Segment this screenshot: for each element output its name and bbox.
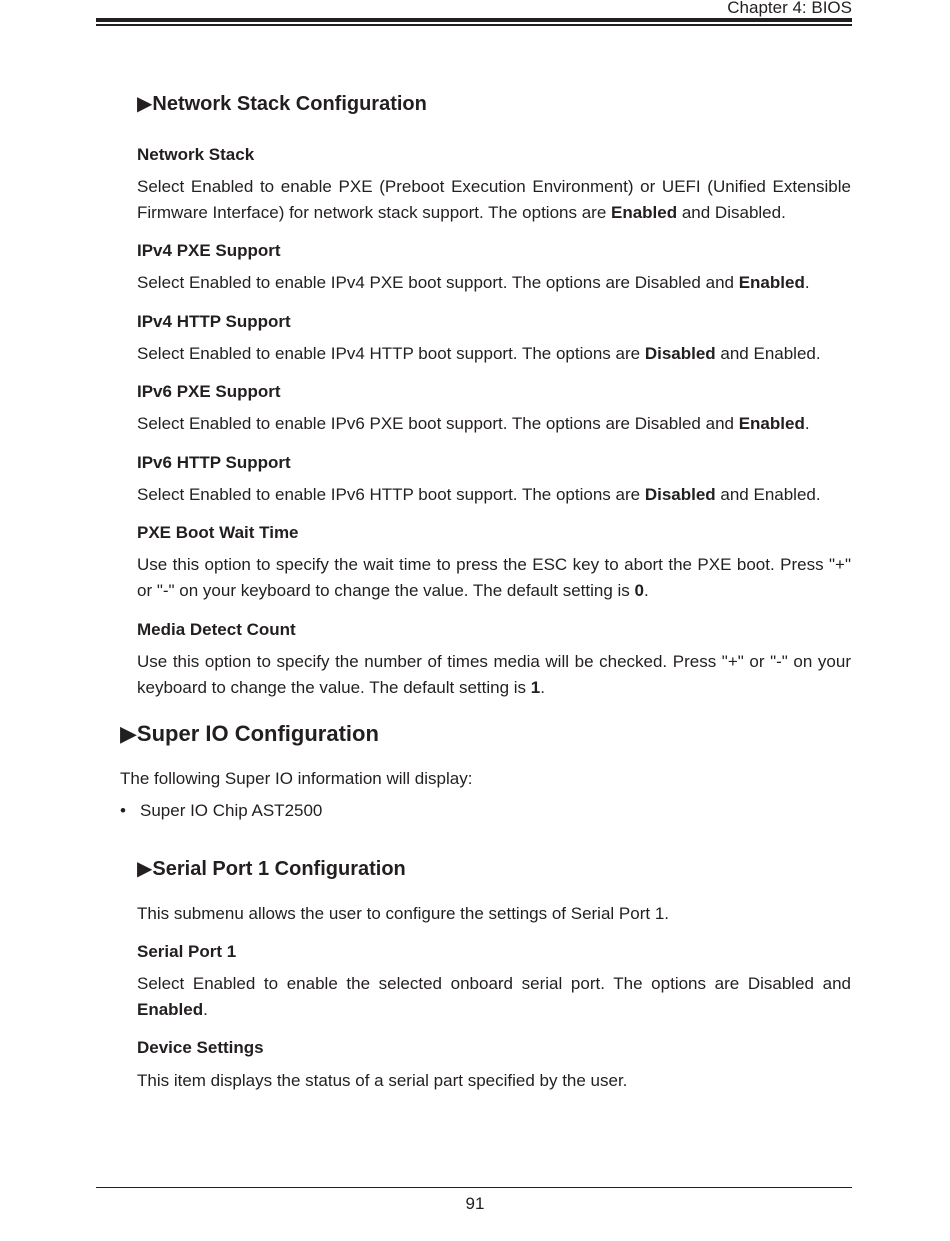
setting-label-media-detect-count: Media Detect Count — [137, 620, 296, 639]
setting-description-ipv6-pxe: Select Enabled to enable IPv6 PXE boot support. The options are Disabled and Enabled. — [137, 414, 810, 433]
footer-rule — [96, 1187, 852, 1188]
bullet-icon: • — [120, 801, 126, 820]
section-title-text: Network Stack Configuration — [152, 93, 427, 115]
section-title-text: Super IO Configuration — [136, 721, 379, 746]
setting-label-device-settings: Device Settings — [137, 1038, 264, 1057]
default-option: Enabled — [137, 1000, 204, 1019]
setting-description-ipv4-http: Select Enabled to enable IPv4 HTTP boot support. The options are Disabled and Enabled. — [137, 344, 821, 363]
setting-label-ipv4-pxe: IPv4 PXE Support — [137, 241, 281, 260]
triangle-right-icon: ▶ — [137, 93, 153, 115]
header-rule — [96, 18, 852, 22]
setting-description-serial-port-1: Select Enabled to enable the selected onboard serial port. The options are Disabled and Enabled. — [137, 974, 851, 1019]
setting-label-ipv6-pxe: IPv6 PXE Support — [137, 382, 281, 401]
section-title-text: Serial Port 1 Configuration — [152, 858, 406, 880]
list-item-text: Super IO Chip AST2500 — [140, 801, 323, 820]
section-title-super-io-configuration — [120, 720, 379, 748]
chapter-header: Chapter 4: BIOS — [727, 0, 852, 17]
default-option: Disabled — [644, 344, 716, 363]
setting-description-pxe-boot-wait-time: Use this option to specify the wait time to press the ESC key to abort the PXE boot. Press "+" or "-" on your keyboard to change the value. The default setting is 0. — [137, 555, 851, 600]
section-title-network-stack-configuration — [137, 91, 427, 117]
list-item — [120, 800, 322, 822]
serial-port-intro: This submenu allows the user to configure the settings of Serial Port 1. — [137, 904, 669, 923]
triangle-right-icon: ▶ — [137, 858, 153, 880]
section-title-serial-port-1-configuration — [137, 856, 406, 882]
default-option: Enabled — [611, 203, 678, 222]
setting-description-device-settings: This item displays the status of a serial part specified by the user. — [137, 1071, 628, 1090]
triangle-right-icon: ▶ — [120, 721, 137, 746]
setting-label-network-stack: Network Stack — [137, 145, 255, 164]
header-rule-thin — [96, 24, 852, 26]
default-option: Enabled — [738, 273, 805, 292]
setting-label-ipv6-http: IPv6 HTTP Support — [137, 453, 291, 472]
setting-label-serial-port-1: Serial Port 1 — [137, 942, 237, 961]
setting-label-pxe-boot-wait-time: PXE Boot Wait Time — [137, 523, 299, 542]
default-option: Disabled — [644, 485, 716, 504]
setting-description-media-detect-count: Use this option to specify the number of times media will be checked. Press "+" or "-" on your keyboard to change the value. The default setting is 1. — [137, 652, 851, 697]
default-option: Enabled — [738, 414, 805, 433]
default-option: 1 — [530, 678, 541, 697]
setting-description-ipv6-http: Select Enabled to enable IPv6 HTTP boot support. The options are Disabled and Enabled. — [137, 485, 821, 504]
super-io-intro: The following Super IO information will display: — [120, 769, 473, 788]
setting-description-network-stack: Select Enabled to enable PXE (Preboot Execution Environment) or UEFI (Unified Extensible Firmware Interface) for network stack support. The options are Enabled and Disabled. — [137, 177, 851, 222]
page-number: 91 — [465, 1194, 485, 1213]
setting-description-ipv4-pxe: Select Enabled to enable IPv4 PXE boot support. The options are Disabled and Enabled. — [137, 273, 810, 292]
default-option: 0 — [634, 581, 644, 600]
setting-label-ipv4-http: IPv4 HTTP Support — [137, 312, 291, 331]
